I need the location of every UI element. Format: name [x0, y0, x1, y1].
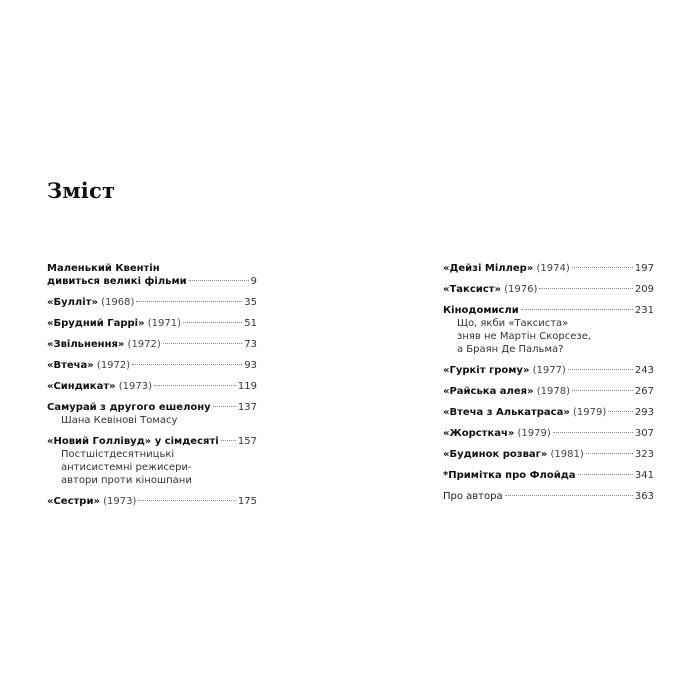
entry-title: «Булліт»	[47, 297, 98, 308]
entry-title: Кінодомисли	[443, 305, 519, 316]
dot-leader	[608, 411, 633, 412]
entry-title: «Жорсткач»	[443, 428, 515, 439]
toc-entry[interactable]	[47, 380, 257, 393]
dot-leader	[183, 322, 242, 323]
entry-subtitle: Постшістдесятницькі	[61, 449, 175, 460]
dot-leader	[553, 432, 633, 433]
entry-title: «Будинок розваг»	[443, 449, 548, 460]
toc-entry[interactable]	[47, 401, 257, 427]
toc-right-column	[443, 262, 654, 511]
dot-leader	[572, 390, 633, 391]
entry-year: (1974)	[533, 263, 570, 274]
entry-year: (1972)	[93, 360, 131, 371]
dot-leader	[568, 369, 633, 370]
toc-entry[interactable]	[47, 262, 257, 288]
page-number: 9	[250, 276, 257, 287]
page-number: 293	[634, 407, 654, 418]
dot-leader	[586, 453, 633, 454]
entry-year: (1972)	[124, 339, 161, 350]
toc-entry[interactable]	[443, 448, 654, 461]
page-title: Зміст	[47, 178, 116, 203]
dot-leader	[505, 495, 633, 496]
entry-year: (1973)	[99, 496, 137, 507]
dot-leader	[136, 301, 242, 302]
page-number: 307	[634, 428, 654, 439]
toc-entry[interactable]	[443, 385, 654, 398]
toc-entry[interactable]	[443, 427, 654, 440]
dot-leader	[539, 288, 633, 289]
page-number: 243	[634, 365, 654, 376]
entry-year: (1971)	[144, 318, 182, 329]
toc-entry[interactable]	[47, 359, 257, 372]
entry-subtitle: Що, якби «Таксиста»	[457, 318, 569, 329]
toc-entry[interactable]	[443, 262, 654, 275]
toc-left-column	[47, 262, 257, 516]
entry-title: Самурай з другого ешелону	[47, 402, 211, 413]
entry-title: *Примітка про Флойда	[443, 470, 576, 481]
page-number: 51	[244, 318, 257, 329]
toc-entry[interactable]	[443, 490, 654, 503]
entry-title: «Втеча з Алькатраса»	[443, 407, 570, 418]
entry-title: «Райська алея»	[443, 386, 534, 397]
dot-leader	[132, 364, 242, 365]
page-number: 323	[634, 449, 654, 460]
entry-title: «Сестри»	[47, 496, 100, 507]
toc-entry[interactable]	[443, 283, 654, 296]
entry-title: дивиться великі фільми	[47, 276, 187, 287]
toc-entry[interactable]	[443, 406, 654, 419]
toc-entry[interactable]	[443, 304, 654, 356]
toc-entry[interactable]	[47, 495, 257, 508]
entry-title: «Таксист»	[443, 284, 501, 295]
entry-title: Про автора	[443, 491, 503, 502]
entry-title: «Синдикат»	[47, 381, 116, 392]
entry-title: «Дейзі Міллер»	[443, 263, 534, 274]
page-number: 93	[244, 360, 257, 371]
entry-title-line: Маленький Квентін	[47, 263, 160, 274]
dot-leader	[572, 267, 633, 268]
page-number: 119	[237, 381, 257, 392]
page-number: 175	[237, 496, 257, 507]
entry-year: (1981)	[547, 449, 584, 460]
entry-year: (1979)	[569, 407, 607, 418]
page-number: 341	[634, 470, 654, 481]
page-number: 363	[634, 491, 654, 502]
dot-leader	[163, 343, 242, 344]
entry-year: (1977)	[529, 365, 566, 376]
entry-year: (1973)	[115, 381, 153, 392]
entry-year: (1978)	[533, 386, 570, 397]
page-number: 231	[634, 305, 654, 316]
dot-leader	[521, 309, 633, 310]
toc-entry[interactable]	[47, 317, 257, 330]
page-number: 157	[237, 436, 257, 447]
page-number: 197	[634, 263, 654, 274]
entry-title: «Новий Голлівуд» у сімдесяті	[47, 436, 219, 447]
toc-entry[interactable]	[443, 364, 654, 377]
entry-subtitle: автори проти кіношпани	[61, 475, 192, 486]
dot-leader	[213, 406, 236, 407]
page-number: 137	[237, 402, 257, 413]
entry-subtitle: зняв не Мартін Скорсезе,	[457, 331, 592, 342]
entry-subtitle: Шана Кевінові Томасу	[61, 415, 178, 426]
page-number: 35	[244, 297, 257, 308]
page-number: 209	[634, 284, 654, 295]
toc-entry[interactable]	[47, 435, 257, 487]
entry-subtitle: а Браян Де Пальма?	[457, 344, 564, 355]
entry-year: (1979)	[514, 428, 551, 439]
dot-leader	[154, 385, 236, 386]
entry-title: «Гуркіт грому»	[443, 365, 530, 376]
dot-leader	[189, 280, 249, 281]
page-number: 73	[244, 339, 257, 350]
toc-entry[interactable]	[443, 469, 654, 482]
toc-entry[interactable]	[47, 338, 257, 351]
entry-year: (1968)	[97, 297, 135, 308]
dot-leader	[138, 500, 236, 501]
entry-year: (1976)	[500, 284, 538, 295]
entry-title: «Втеча»	[47, 360, 94, 371]
entry-title: «Звільнення»	[47, 339, 125, 350]
entry-title: «Брудний Гаррі»	[47, 318, 145, 329]
dot-leader	[578, 474, 633, 475]
dot-leader	[221, 440, 236, 441]
entry-subtitle: антисистемні режисери-	[61, 462, 192, 473]
page-number: 267	[634, 386, 654, 397]
toc-entry[interactable]	[47, 296, 257, 309]
